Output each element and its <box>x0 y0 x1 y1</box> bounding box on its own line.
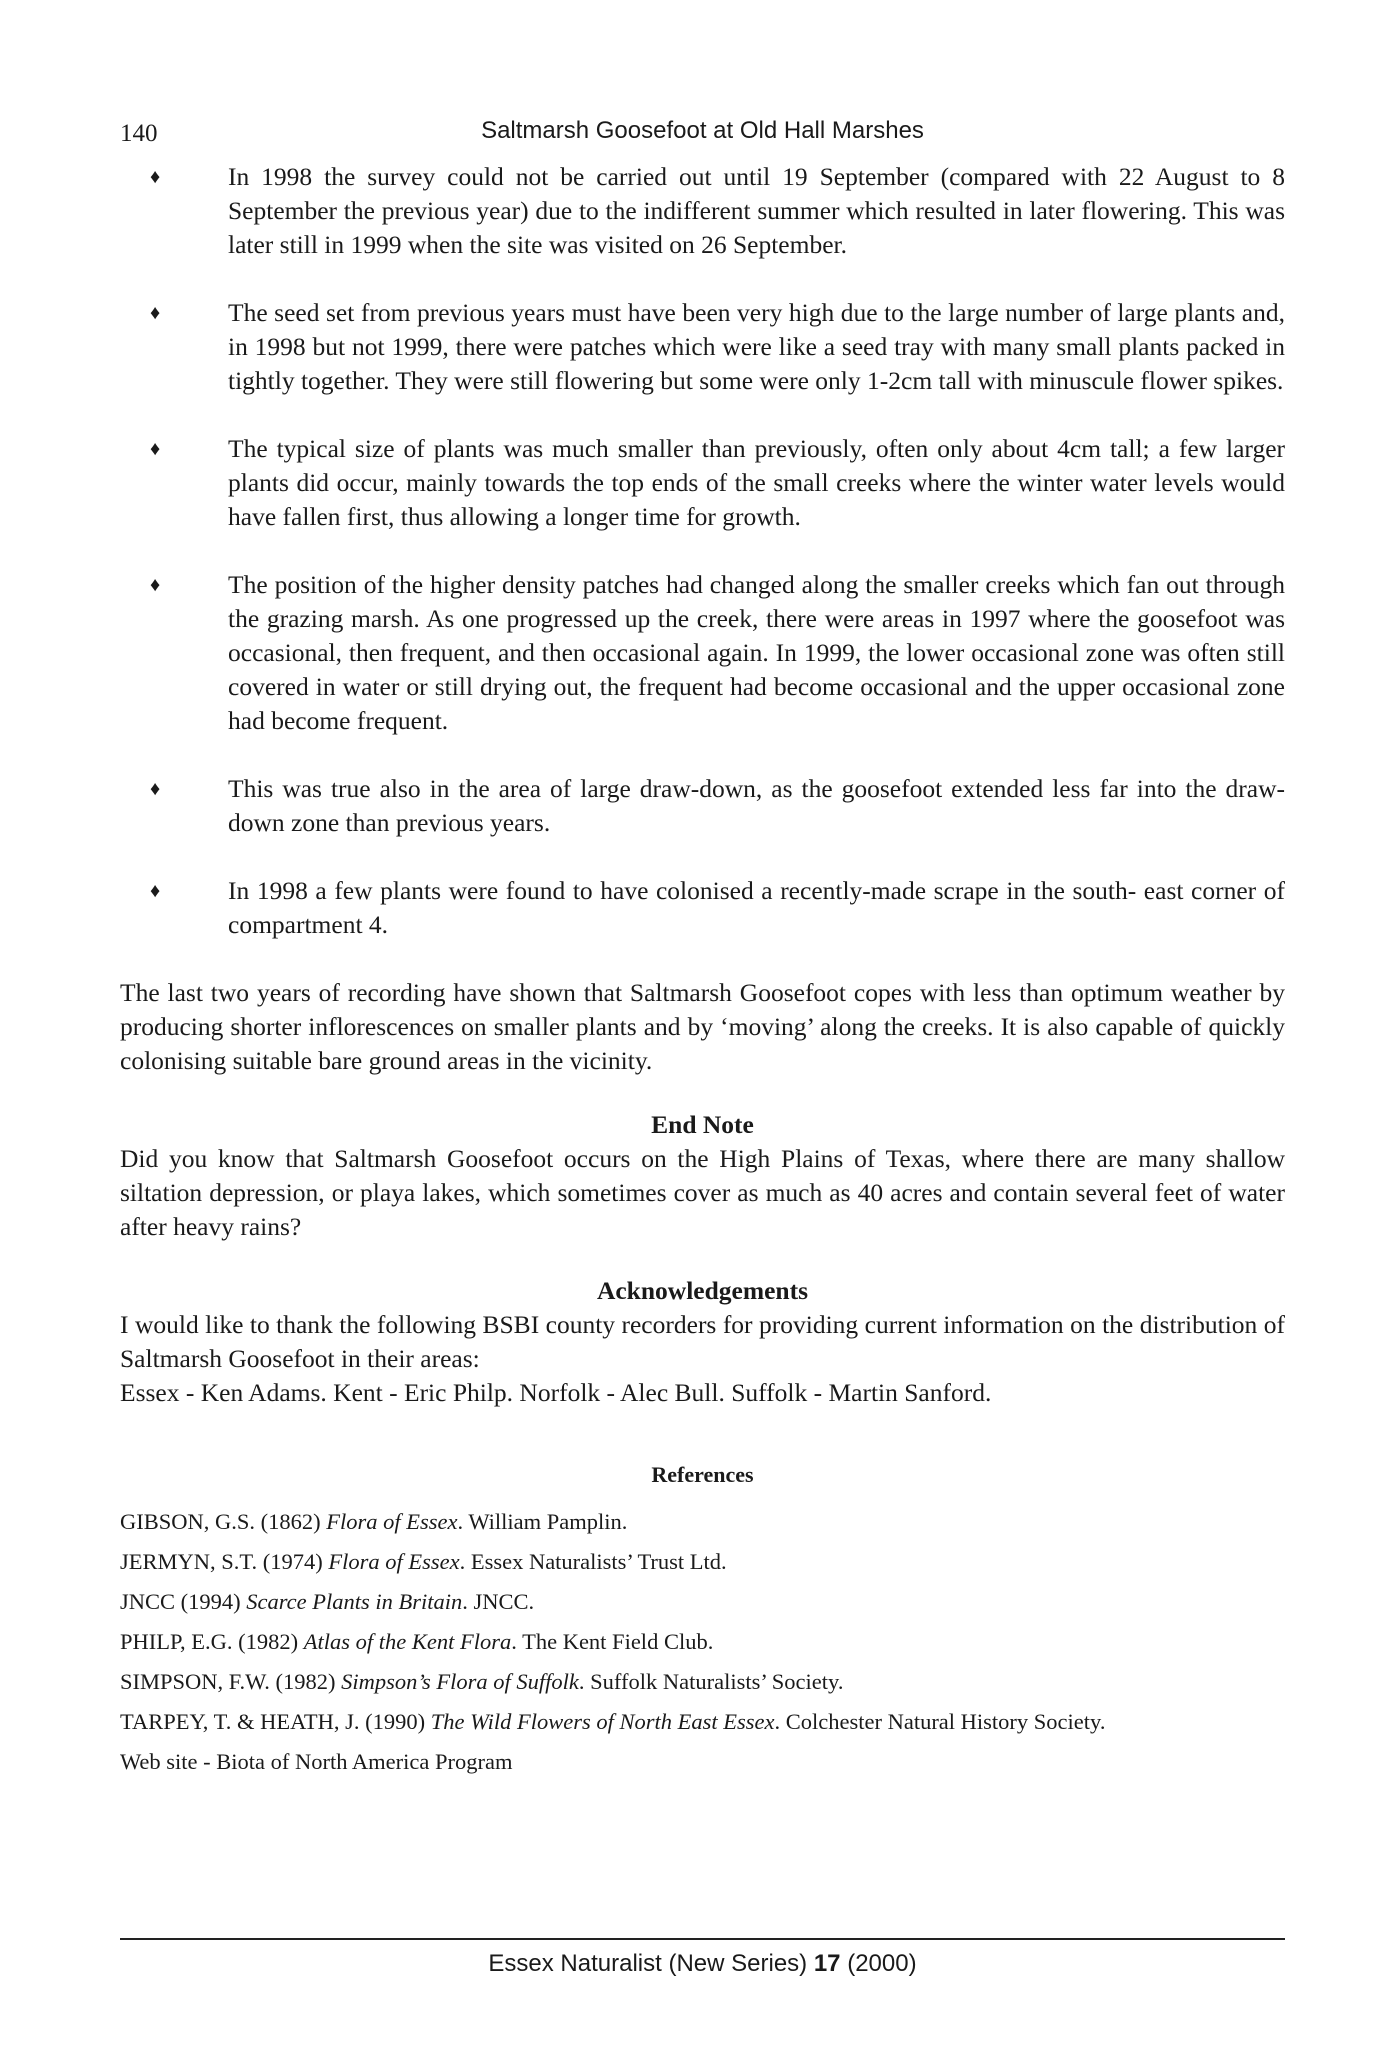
footer-volume: 17 <box>813 1950 841 1977</box>
summary-paragraph: The last two years of recording have shown that Saltmarsh Goosefoot copes with less than optimum weather by producing shorter inflorescences on smaller plants and by ‘moving’ along the creeks. It is also capable of quickly colonising suitable bare ground areas in the vicinity. <box>120 978 1285 1075</box>
list-item-text: The position of the higher density patches had changed along the smaller creeks which fan out through the grazing marsh. As one progressed up the creek, there were areas in 1997 where the goosefoot was occasional, then frequent, and then occasional again. In 1999, the lower occasional zone was often still covered in water or still drying out, the frequent had become occasional and the upper occasional zone had become frequent. <box>228 570 1285 735</box>
list-item-text: The seed set from previous years must have been very high due to the large number of large plants and, in 1998 but not 1999, there were patches which were like a seed tray with many small plants packed in tightly together. They were still flowering but some were only 1-2cm tall with minuscule flower spikes. <box>228 298 1285 395</box>
reference-title: Flora of Essex <box>326 1509 458 1534</box>
diamond-bullet-icon: ♦ <box>150 302 161 324</box>
reference-title: Scarce Plants in Britain <box>246 1589 463 1614</box>
footer-year: (2000) <box>840 1950 917 1977</box>
diamond-bullet-icon: ♦ <box>150 166 161 188</box>
reference-authors: GIBSON, G.S. (1862) <box>120 1509 327 1534</box>
footer-journal: Essex Naturalist (New Series) <box>488 1950 814 1977</box>
end-note-text: Did you know that Saltmarsh Goosefoot occurs on the High Plains of Texas, where there are many shallow siltation depression, or playa lakes, which sometimes cover as much as 40 acres and contain several feet of water after heavy rains? <box>120 1144 1285 1241</box>
references-heading: References <box>651 1462 754 1487</box>
footer-divider <box>120 1938 1285 1940</box>
list-item <box>120 568 1285 738</box>
page-body <box>120 112 1285 1782</box>
list-item-text: The typical size of plants was much smaller than previously, often only about 4cm tall; a few larger plants did occur, mainly towards the top ends of the small creeks where the winter water levels would have fallen first, thus allowing a longer time for growth. <box>228 434 1285 531</box>
reference-title: The Wild Flowers of North East Essex <box>430 1709 775 1734</box>
end-note-heading: End Note <box>651 1110 754 1139</box>
findings-list <box>120 160 1285 942</box>
acknowledgements-text <box>120 1308 1285 1410</box>
page-number: 140 <box>120 120 158 147</box>
reference-authors: JNCC (1994) <box>120 1589 247 1614</box>
reference-item <box>120 1622 1285 1662</box>
reference-item <box>120 1542 1285 1582</box>
list-item <box>120 432 1285 534</box>
reference-authors: SIMPSON, F.W. (1982) <box>120 1669 342 1694</box>
running-title: Saltmarsh Goosefoot at Old Hall Marshes <box>481 117 924 144</box>
reference-publisher: . William Pamplin. <box>457 1509 628 1534</box>
references-list <box>120 1502 1285 1782</box>
diamond-bullet-icon: ♦ <box>150 778 161 800</box>
reference-authors: PHILP, E.G. (1982) <box>120 1629 304 1654</box>
acknowledgements-names: Essex - Ken Adams. Kent - Eric Philp. Norfolk - Alec Bull. Suffolk - Martin Sanford. <box>120 1378 992 1407</box>
reference-title: Flora of Essex <box>328 1549 460 1574</box>
reference-item <box>120 1502 1285 1542</box>
list-item <box>120 874 1285 942</box>
page-footer <box>120 1950 1285 1978</box>
diamond-bullet-icon: ♦ <box>150 880 161 902</box>
reference-title: Simpson’s Flora of Suffolk <box>341 1669 579 1694</box>
reference-publisher: . Essex Naturalists’ Trust Ltd. <box>459 1549 727 1574</box>
list-item <box>120 772 1285 840</box>
reference-publisher: . Suffolk Naturalists’ Society. <box>578 1669 844 1694</box>
reference-item <box>120 1662 1285 1702</box>
diamond-bullet-icon: ♦ <box>150 438 161 460</box>
reference-publisher: . JNCC. <box>462 1589 535 1614</box>
reference-authors: TARPEY, T. & HEATH, J. (1990) <box>120 1709 431 1734</box>
diamond-bullet-icon: ♦ <box>150 574 161 596</box>
page-header <box>120 112 1285 152</box>
reference-authors: Web site - Biota of North America Program <box>120 1749 513 1774</box>
reference-authors: JERMYN, S.T. (1974) <box>120 1549 329 1574</box>
list-item <box>120 296 1285 398</box>
reference-item <box>120 1742 1285 1782</box>
list-item-text: In 1998 the survey could not be carried out until 19 September (compared with 22 August to 8 September the previous year) due to the indifferent summer which resulted in later flowering. This was later still in 1999 when the site was visited on 26 September. <box>228 162 1285 259</box>
list-item-text: This was true also in the area of large draw-down, as the goosefoot extended less far into the draw-down zone than previous years. <box>228 774 1285 837</box>
list-item <box>120 160 1285 262</box>
reference-publisher: . Colchester Natural History Society. <box>774 1709 1106 1734</box>
list-item-text: In 1998 a few plants were found to have colonised a recently-made scrape in the south- east corner of compartment 4. <box>228 876 1285 939</box>
reference-item <box>120 1702 1285 1742</box>
reference-publisher: . The Kent Field Club. <box>511 1629 714 1654</box>
reference-title: Atlas of the Kent Flora <box>303 1629 512 1654</box>
acknowledgements-heading: Acknowledgements <box>596 1276 809 1305</box>
acknowledgements-intro: I would like to thank the following BSBI county recorders for providing current information on the distribution of Saltmarsh Goosefoot in their areas: <box>120 1310 1285 1373</box>
reference-item <box>120 1582 1285 1622</box>
